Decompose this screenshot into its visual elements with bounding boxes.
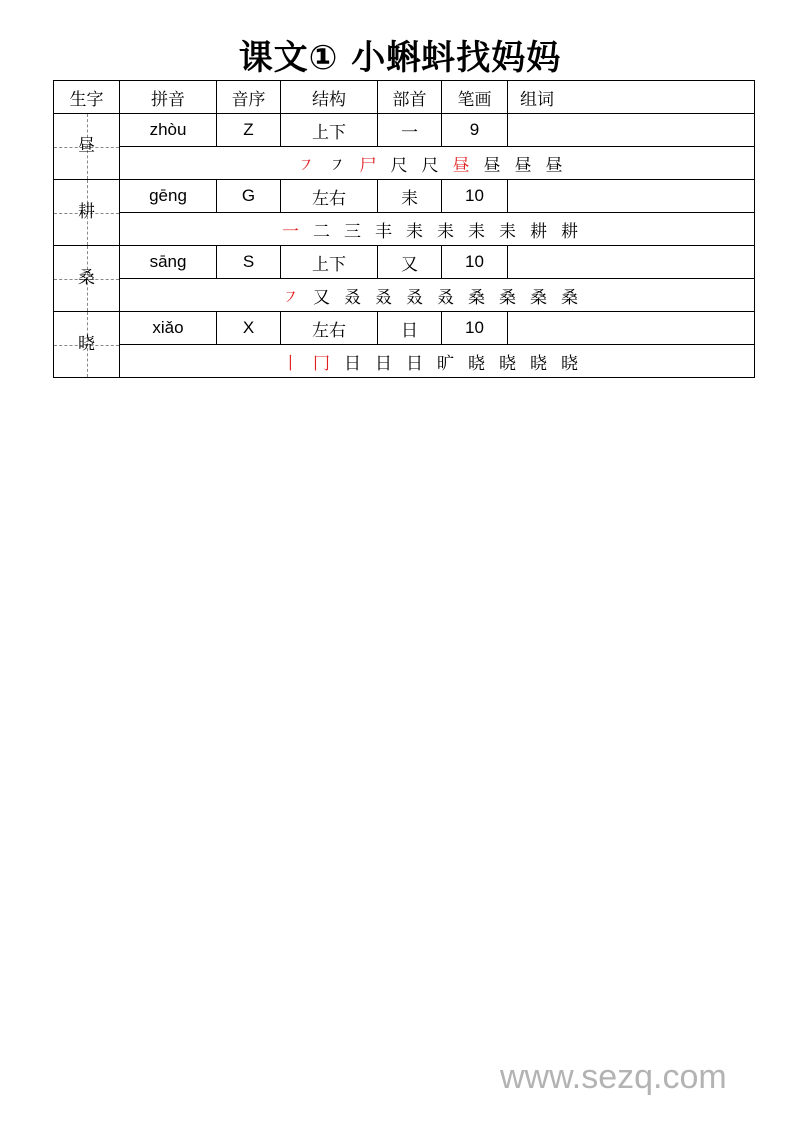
stroke-step-base: 晓 bbox=[499, 353, 516, 374]
stroke-order-cell bbox=[120, 345, 755, 378]
stroke-step-base: 叒 bbox=[406, 287, 423, 308]
stroke-step-base: 耒 bbox=[468, 221, 485, 242]
stroke-step bbox=[282, 283, 313, 308]
stroke-step bbox=[546, 151, 577, 176]
stroke-step-base: 旷 bbox=[437, 353, 454, 374]
stroke-step-new-stroke: 昼 bbox=[452, 155, 470, 176]
stroke-step bbox=[437, 283, 468, 308]
stroke-step bbox=[298, 151, 329, 176]
stroke-step-base: 耒 bbox=[499, 221, 516, 242]
character-glyph bbox=[54, 114, 120, 180]
stroke-step-base: 晓 bbox=[468, 353, 485, 374]
stroke-step-base: 晓 bbox=[530, 353, 547, 374]
stroke-step bbox=[499, 349, 530, 374]
watermark: www.sezq.com bbox=[500, 1058, 727, 1096]
stroke-order-cell bbox=[120, 279, 755, 312]
words-cell[interactable] bbox=[508, 114, 755, 147]
stroke-step bbox=[468, 283, 499, 308]
stroke-step-base: 昼 bbox=[514, 155, 532, 176]
structure-cell: 上下 bbox=[281, 246, 378, 279]
stroke-step bbox=[329, 151, 360, 176]
radical-cell: 耒 bbox=[378, 180, 442, 213]
radical-cell: 又 bbox=[378, 246, 442, 279]
stroke-step bbox=[391, 151, 422, 176]
stroke-step bbox=[499, 217, 530, 242]
stroke-step bbox=[375, 349, 406, 374]
stroke-step bbox=[360, 151, 391, 176]
pinyin-cell: zhòu bbox=[120, 114, 217, 147]
stroke-step bbox=[375, 217, 406, 242]
character-glyph-text: 桑 bbox=[78, 268, 95, 288]
words-cell[interactable] bbox=[508, 312, 755, 345]
header-stroke-count: 笔画 bbox=[442, 81, 508, 114]
stroke-step-base: 二 bbox=[313, 221, 330, 242]
stroke-step-base: 叒 bbox=[344, 287, 361, 308]
character-glyph-text: 晓 bbox=[78, 334, 95, 354]
stroke-step-base: 丰 bbox=[375, 221, 392, 242]
structure-cell: 上下 bbox=[281, 114, 378, 147]
character-info-row bbox=[54, 180, 755, 213]
stroke-step bbox=[484, 151, 515, 176]
stroke-step-base: 耕 bbox=[530, 221, 547, 242]
character-info-row bbox=[54, 114, 755, 147]
radical-cell: 日 bbox=[378, 312, 442, 345]
stroke-step bbox=[406, 349, 437, 374]
stroke-step bbox=[344, 217, 375, 242]
character-info-row bbox=[54, 246, 755, 279]
stroke-order-cell bbox=[120, 147, 755, 180]
pinyin-cell: xiǎo bbox=[120, 312, 217, 345]
character-glyph bbox=[54, 312, 120, 378]
stroke-step-new-stroke: 一 bbox=[282, 221, 299, 242]
stroke-count-cell: 10 bbox=[442, 180, 508, 213]
stroke-step-base: 日 bbox=[375, 353, 392, 374]
stroke-step-new-stroke: ㇇ bbox=[282, 287, 299, 308]
stroke-step-base: ㇇ bbox=[328, 155, 346, 176]
radical-cell: 一 bbox=[378, 114, 442, 147]
header-structure: 结构 bbox=[281, 81, 378, 114]
stroke-step bbox=[453, 151, 484, 176]
stroke-step bbox=[282, 217, 313, 242]
stroke-step-base: 尺 bbox=[421, 155, 439, 176]
page-title: 课文① 小蝌蚪找妈妈 bbox=[238, 38, 562, 78]
stroke-step bbox=[406, 283, 437, 308]
character-glyph-text: 昼 bbox=[78, 136, 95, 156]
stroke-step bbox=[530, 283, 561, 308]
initial-letter-cell: Z bbox=[217, 114, 281, 147]
stroke-step-base: 三 bbox=[344, 221, 361, 242]
stroke-step-base: 桑 bbox=[561, 287, 578, 308]
stroke-order-row bbox=[54, 147, 755, 180]
stroke-step bbox=[468, 349, 499, 374]
header-words: 组词 bbox=[508, 81, 755, 114]
stroke-step bbox=[515, 151, 546, 176]
header-pinyin: 拼音 bbox=[120, 81, 217, 114]
pinyin-cell: sāng bbox=[120, 246, 217, 279]
stroke-step-base: 耕 bbox=[561, 221, 578, 242]
stroke-step bbox=[561, 349, 592, 374]
stroke-step-base: 日 bbox=[344, 353, 361, 374]
stroke-step bbox=[344, 349, 375, 374]
stroke-step bbox=[313, 217, 344, 242]
stroke-step-base: 桑 bbox=[530, 287, 547, 308]
stroke-step-base: 晓 bbox=[561, 353, 578, 374]
stroke-step bbox=[344, 283, 375, 308]
stroke-step-new-stroke: ㇇ bbox=[297, 155, 315, 176]
stroke-step-base: 耒 bbox=[406, 221, 423, 242]
stroke-step-base: 日 bbox=[406, 353, 423, 374]
stroke-step-base: 桑 bbox=[468, 287, 485, 308]
stroke-step-base: 尺 bbox=[390, 155, 408, 176]
stroke-step-base: 又 bbox=[313, 287, 330, 308]
stroke-step-base: 昼 bbox=[483, 155, 501, 176]
stroke-step bbox=[375, 283, 406, 308]
stroke-step bbox=[406, 217, 437, 242]
character-glyph bbox=[54, 180, 120, 246]
header-character: 生字 bbox=[54, 81, 120, 114]
header-initial-letter: 音序 bbox=[217, 81, 281, 114]
initial-letter-cell: S bbox=[217, 246, 281, 279]
initial-letter-cell: X bbox=[217, 312, 281, 345]
stroke-step bbox=[437, 349, 468, 374]
stroke-step-base: 叒 bbox=[437, 287, 454, 308]
stroke-step bbox=[561, 283, 592, 308]
structure-cell: 左右 bbox=[281, 180, 378, 213]
character-info-row bbox=[54, 312, 755, 345]
stroke-step bbox=[468, 217, 499, 242]
stroke-step-new-stroke: 丨 bbox=[282, 353, 299, 374]
stroke-step bbox=[561, 217, 592, 242]
stroke-step-base: 耒 bbox=[437, 221, 454, 242]
stroke-step-base: 叒 bbox=[375, 287, 392, 308]
stroke-count-cell: 9 bbox=[442, 114, 508, 147]
stroke-step bbox=[313, 283, 344, 308]
header-row bbox=[54, 81, 755, 114]
character-table bbox=[53, 80, 755, 378]
stroke-step-new-stroke: 尸 bbox=[359, 155, 377, 176]
structure-cell: 左右 bbox=[281, 312, 378, 345]
stroke-order-row bbox=[54, 213, 755, 246]
character-glyph-text: 耕 bbox=[78, 202, 95, 222]
stroke-order-cell bbox=[120, 213, 755, 246]
stroke-step bbox=[499, 283, 530, 308]
words-cell[interactable] bbox=[508, 246, 755, 279]
words-cell[interactable] bbox=[508, 180, 755, 213]
stroke-step bbox=[313, 349, 344, 374]
stroke-step bbox=[282, 349, 313, 374]
stroke-step bbox=[530, 217, 561, 242]
stroke-order-row bbox=[54, 345, 755, 378]
stroke-step bbox=[530, 349, 561, 374]
stroke-step-base: 桑 bbox=[499, 287, 516, 308]
stroke-count-cell: 10 bbox=[442, 312, 508, 345]
character-glyph bbox=[54, 246, 120, 312]
initial-letter-cell: G bbox=[217, 180, 281, 213]
pinyin-cell: gēng bbox=[120, 180, 217, 213]
stroke-step-new-stroke: 冂 bbox=[313, 353, 330, 374]
stroke-count-cell: 10 bbox=[442, 246, 508, 279]
stroke-step bbox=[422, 151, 453, 176]
stroke-order-row bbox=[54, 279, 755, 312]
stroke-step bbox=[437, 217, 468, 242]
stroke-step-base: 昼 bbox=[545, 155, 563, 176]
header-radical: 部首 bbox=[378, 81, 442, 114]
